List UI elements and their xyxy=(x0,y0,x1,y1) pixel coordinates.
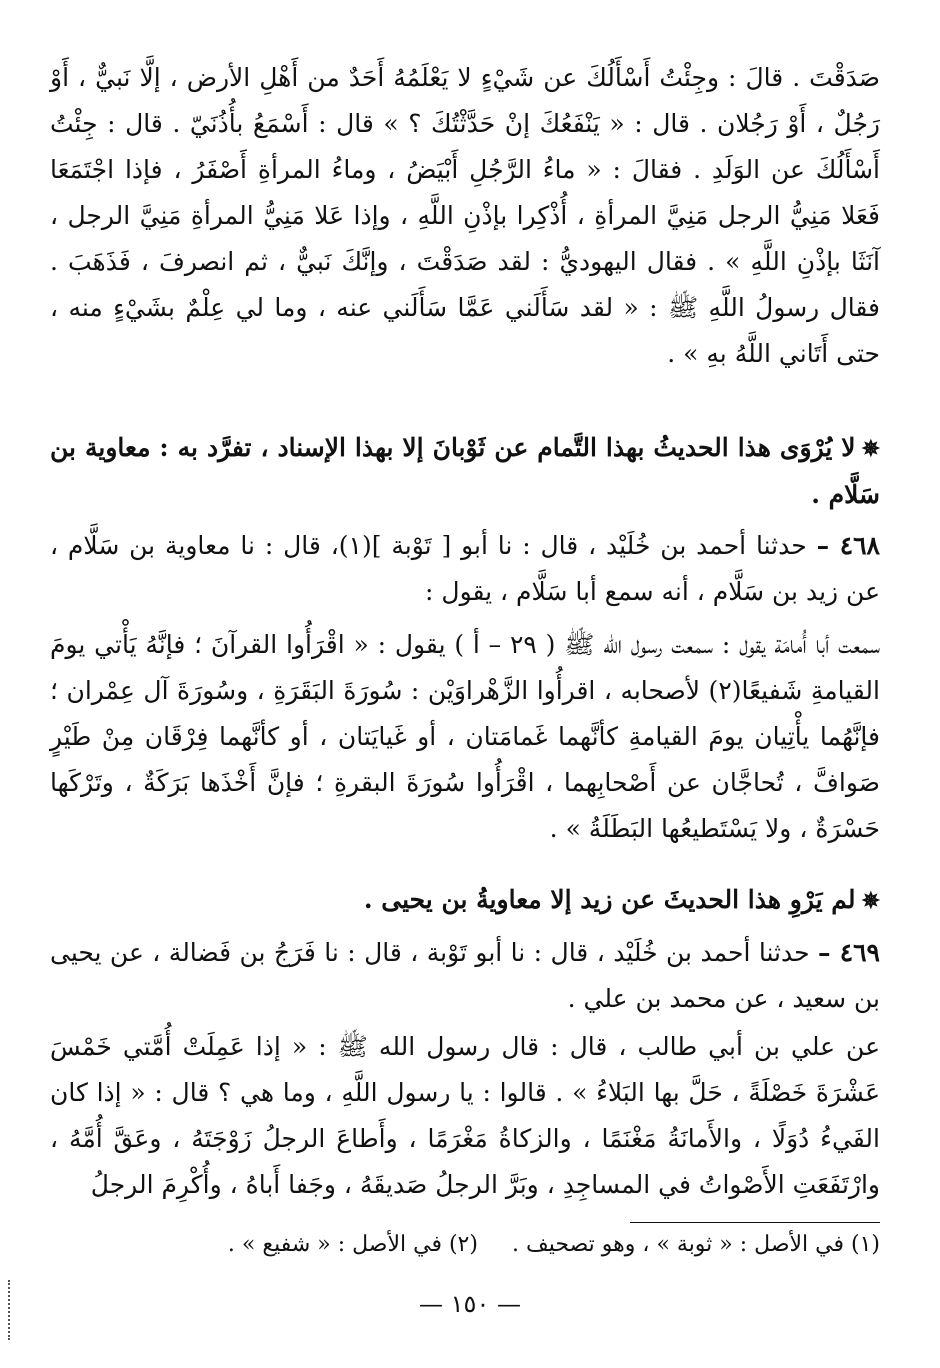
hadith-number: ٤٦٨ – xyxy=(816,531,880,560)
hadith-469-matn xyxy=(50,1024,880,1208)
star-icon: ✵ xyxy=(861,436,880,462)
hadith-468-isnad xyxy=(50,523,880,615)
note-text: لا يُرْوَى هذا الحديثُ بهذا التَّمام عن ثَوْبانَ إلا بهذا الإسناد ، تفرَّد به : معاوية بن سَلَّام . xyxy=(50,433,880,509)
scan-edge-dots xyxy=(8,1280,14,1340)
narration-note-2 xyxy=(50,877,880,924)
star-icon: ✵ xyxy=(861,888,880,914)
isnad-text: حدثنا أحمد بن خُلَيْد ، قال : نا أبو [ تَوْبة ](١)، قال : نا معاوية بن سَلَّام ، عن زيد بن سَلَّام ، أنه سمع أبا سَلَّام ، يقول : xyxy=(50,531,880,606)
note-text: لم يَرْوِ هذا الحديثَ عن زيد إلا معاويةُ بن يحيى . xyxy=(363,885,856,914)
hadith-469-isnad xyxy=(50,930,880,1022)
footnote-1: (١) في الأصل : « ثوبة » ، وهو تصحيف . xyxy=(511,1232,880,1257)
isnad-text: حدثنا أحمد بن خُلَيْد ، قال : نا أبو تَوْبة ، قال : نا فَرَجُ بن فَضالة ، عن يحيى بن سعيد ، عن محمد بن علي . xyxy=(50,938,880,1013)
matn-text: سمعت أبا أُمامَة يقول : سمعت رسول الله ﷺ ( ٢٩ – أ ) يقول : « اقْرَأُوا القرآنَ ؛ فإنَّهُ يَأْتي يومَ القيامةِ شَفيعًا(٢) لأصحابه ، اقرأُوا الزَّهْراوَيْن : سُورَةَ البَقَرَةِ ، وسُورَةَ آل عِمْران ؛ فإنَّهُما يأْتِيان يومَ القيامةِ كأنَّهما غَمامَتان ، أو غَيايَتان ، أو كأنَّهما فِرْقَان مِنْ طَيْرٍ صَوافَّ ، تُحاجَّان عن أَصْحابِهما ، اقْرَأُوا سُورَةَ البقرةِ ؛ فإنَّ أَخْذَها بَرَكَةٌ ، وتَرْكَها حَسْرَةٌ ، ولا يَسْتَطيعُها البَطَلَةُ » . xyxy=(50,630,880,843)
footnote-2: (٢) في الأصل : « شفيع » . xyxy=(227,1232,478,1257)
footnote-divider xyxy=(630,1222,880,1223)
paragraph-continuation xyxy=(50,55,880,377)
matn-text: عن علي بن أبي طالب ، قال : قال رسول الله ﷺ : « إذا عَمِلَتْ أُمَّتي خَمْسَ عَشْرَةَ خَصْلَةً ، حَلَّ بها البَلاءُ » . قالوا : يا رسول اللَّهِ ، وما هي ؟ قال : « إذا كان الفَيءُ دُوَلًا ، والأَمانَةُ مَغْنَمًا ، والزكاةُ مَغْرَمًا ، وأَطاعَ الرجلُ زَوْجَتَهُ ، وعَقَّ أُمَّهُ ، وارْتَفَعَتِ الأَصْواتُ في المساجِدِ ، وبَرَّ الرجلُ صَديقَهُ ، وجَفا أَباهُ ، وأُكْرِمَ الرجلُ xyxy=(50,1032,880,1199)
footnotes xyxy=(50,1228,880,1262)
hadith-468-matn xyxy=(50,622,880,852)
paragraph-text: صَدَقْتَ . قالَ : وجِئْتُ أَسْأَلُكَ عن شَيْءٍ لا يَعْلَمُهُ أَحَدٌ من أَهْلِ الأرض ، إلَّا نَبيٌّ ، أَوْ رَجُلٌ ، أَوْ رَجُلان . قال : « يَنْفَعُكَ إنْ حَدَّثْتُكَ ؟ » قال : أَسْمَعُ بأُذُنَيّ . قال : جِئْتُ أَسْأَلُكَ عن الوَلَدِ . فقالَ : « ماءُ الرَّجُلِ أَبْيَضُ ، وماءُ المرأةِ أَصْفَرُ ، فإذا اجْتَمَعَا فَعَلا مَنِيُّ الرجل مَنِيَّ المرأةِ ، أُذْكِرا بإذْنِ اللَّهِ ، وإذا عَلا مَنِيُّ المرأةِ مَنِيَّ الرجل ، آنَثَا بإذْنِ اللَّهِ » . فقال اليهوديُّ : لقد صَدَقْتَ ، وإنَّكَ نَبيٌّ ، ثم انصرفَ ، فَذَهَبَ . فقال رسولُ اللَّهِ ﷺ : « لقد سَأَلَني عَمَّا سَأَلَني عنه ، وما لي عِلْمٌ بشَيْءٍ منه ، حتى أَتَاني اللَّهُ بهِ » . xyxy=(50,63,880,368)
page-number: — ١٥٠ — xyxy=(419,1290,521,1318)
hadith-number: ٤٦٩ – xyxy=(817,938,880,967)
narration-note-1 xyxy=(50,425,880,518)
